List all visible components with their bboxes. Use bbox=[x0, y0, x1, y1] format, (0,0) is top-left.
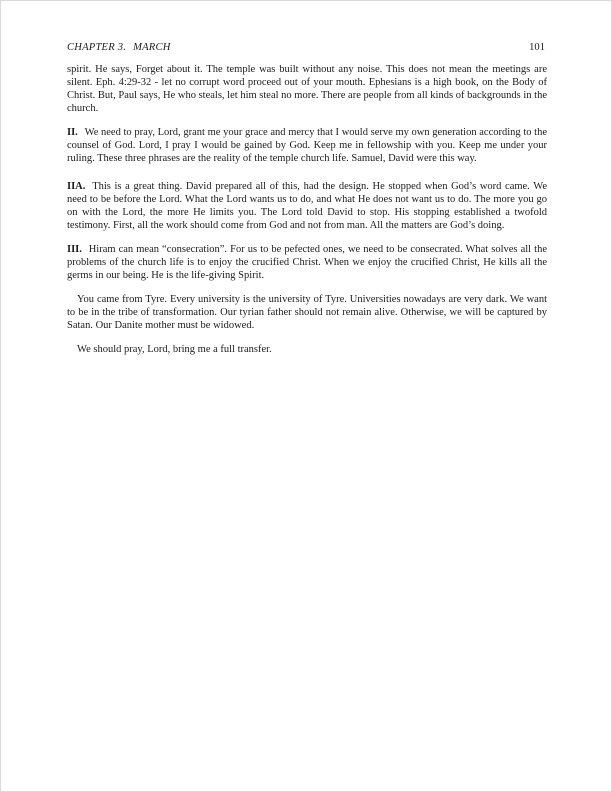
paragraph-label: III. bbox=[67, 244, 82, 255]
paragraph bbox=[67, 293, 547, 332]
paragraph-text: This is a great thing. David prepared all of this, had the design. He stopped when God’s word came. We need to be before the Lord. What the Lord wants us to do, and what He does not want us to do. The more you go on with the Lord, the more He limits you. The Lord told David to stop. His stopping established a twofold testimony. First, all the work should come from God and not from man. All the matters are God’s doing. bbox=[67, 181, 547, 231]
paragraph bbox=[67, 180, 547, 232]
paragraph-text: Hiram can mean “consecration”. For us to be pefected ones, we need to be consecrated. What solves all the problems of the church life is to enjoy the crucified Christ. When we enjoy the crucified Christ, He kills all the germs in our being. He is the life-giving Spirit. bbox=[67, 244, 547, 281]
page-number: 101 bbox=[529, 42, 545, 53]
chapter-title: MARCH bbox=[133, 42, 171, 53]
page-body bbox=[67, 63, 547, 367]
chapter-label: CHAPTER 3. bbox=[67, 42, 127, 53]
paragraph-text: We need to pray, Lord, grant me your grace and mercy that I would serve my own generation according to the counsel of God. Lord, I pray I would be gained by God. Keep me in fellowship with you. Keep me under your ruling. These three phrases are the reality of the temple church life. Samuel, David were this way. bbox=[67, 127, 547, 164]
paragraph-label: II. bbox=[67, 127, 78, 138]
paragraph bbox=[67, 126, 547, 165]
paragraph-text: spirit. He says, Forget about it. The temple was built without any noise. This does not mean the meetings are silent. Eph. 4:29-32 - let no corrupt word proceed out of your mouth. Ephesians is a high book, on the Body of Christ. But, Paul says, He who steals, let him steal no more. There are people from all kinds of backgrounds in the church. bbox=[67, 64, 547, 114]
paragraph-text: You came from Tyre. Every university is the university of Tyre. Universities nowadays are very dark. We want to be in the tribe of transformation. Our tyrian father should not remain alive. Otherwise, we will be captured by Satan. Our Danite mother must be widowed. bbox=[67, 294, 547, 331]
page-header bbox=[67, 42, 545, 53]
paragraph-label: IIA. bbox=[67, 181, 86, 192]
paragraph bbox=[67, 243, 547, 282]
paragraph bbox=[67, 63, 547, 115]
paragraph bbox=[67, 343, 547, 356]
running-head-left bbox=[67, 42, 171, 53]
paragraph-text: We should pray, Lord, bring me a full transfer. bbox=[77, 344, 272, 355]
